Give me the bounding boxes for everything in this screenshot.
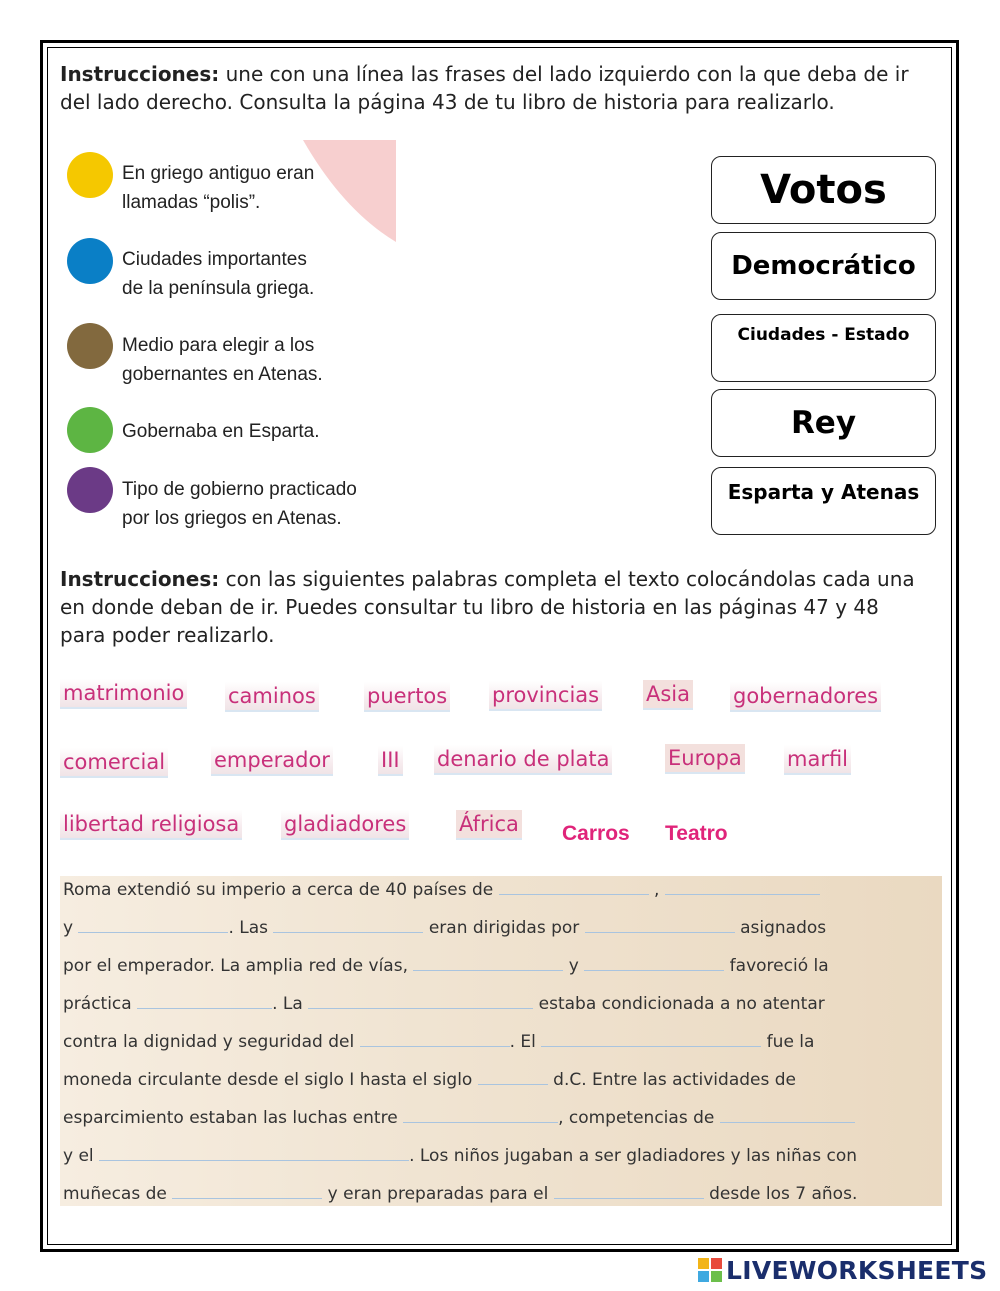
answer-box-esparta-y-atenas[interactable]: Esparta y Atenas [711,467,936,535]
word-europa[interactable]: Europa [665,744,745,774]
passage-line-3: por el emperador. La amplia red de vías, y favoreció la [63,956,829,976]
liveworksheets-logo[interactable] [698,1255,987,1285]
word-caminos[interactable]: caminos [225,682,319,712]
passage-line-1: Roma extendió su imperio a cerca de 40 países de , [63,880,820,900]
word-gladiadores[interactable]: gladiadores [281,810,409,840]
blank-1[interactable] [499,880,649,895]
word-carros[interactable]: Carros [562,822,630,845]
green-dot[interactable] [67,407,113,453]
word-matrimonio[interactable]: matrimonio [60,679,187,709]
word-provincias[interactable]: provincias [489,681,602,711]
blank-4[interactable] [273,918,423,933]
blank-16[interactable] [172,1184,322,1199]
blank-12[interactable] [478,1070,548,1085]
word-puertos[interactable]: puertos [364,682,450,712]
answer-box-democratico[interactable]: Democrático [711,232,936,300]
answer-box-rey[interactable]: Rey [711,389,936,457]
instructions-1-label: Instrucciones: [60,62,220,86]
answer-box-ciudades-estado[interactable]: Ciudades - Estado [711,314,936,382]
instructions-2-label: Instrucciones: [60,567,220,591]
liveworksheets-brand: LIVEWORKSHEETS [726,1255,988,1285]
instructions-2 [60,565,930,649]
word-denario-de-plata[interactable]: denario de plata [434,745,612,775]
word-africa[interactable]: África [456,810,522,840]
left-item-2: Ciudades importantes de la península griega. [122,249,315,299]
decorative-pink-triangle [303,140,396,242]
blank-6[interactable] [413,956,563,971]
instructions-2-text: con las siguientes palabras completa el texto colocándolas cada una en donde deban de ir. Puedes consultar tu libro de historia en las páginas 47 y 48 para poder realizarlo. [60,567,915,647]
instructions-1-text: une con una línea las frases del lado izquierdo con la que deba de ir del lado derecho. Consulta la página 43 de tu libro de historia para realizarlo. [60,62,909,114]
word-emperador[interactable]: emperador [211,746,333,776]
word-asia[interactable]: Asia [643,680,693,710]
brown-dot[interactable] [67,323,113,369]
blank-2[interactable] [665,880,820,895]
word-teatro[interactable]: Teatro [665,822,728,845]
word-iii[interactable]: III [378,746,403,776]
passage-line-8: y el . Los niños jugaban a ser gladiadores y las niñas con [63,1146,857,1166]
passage-line-6: moneda circulante desde el siglo I hasta el siglo d.C. Entre las actividades de [63,1070,796,1090]
blank-10[interactable] [360,1032,510,1047]
blank-15[interactable] [99,1146,409,1161]
blank-13[interactable] [403,1108,558,1123]
blank-3[interactable] [78,918,228,933]
purple-dot[interactable] [67,467,113,513]
blue-dot[interactable] [67,238,113,284]
instructions-1 [60,60,930,116]
left-item-5: Tipo de gobierno practicado por los griegos en Atenas. [122,479,357,529]
word-comercial[interactable]: comercial [60,748,168,778]
passage-line-9: muñecas de y eran preparadas para el desde los 7 años. [63,1184,858,1204]
passage-line-2: y . Las eran dirigidas por asignados [63,918,827,938]
left-item-4: Gobernaba en Esparta. [122,421,320,442]
word-marfil[interactable]: marfil [784,745,851,775]
blank-8[interactable] [137,994,272,1009]
blank-17[interactable] [554,1184,704,1199]
word-libertad-religiosa[interactable]: libertad religiosa [60,810,242,840]
blank-14[interactable] [720,1108,855,1123]
passage-line-4: práctica . La estaba condicionada a no atentar [63,994,825,1014]
passage-line-5: contra la dignidad y seguridad del . El fue la [63,1032,815,1052]
word-gobernadores[interactable]: gobernadores [730,682,881,712]
left-item-1: En griego antiguo eran llamadas “polis”. [122,163,315,213]
liveworksheets-icon [698,1258,722,1282]
answer-box-votos[interactable]: Votos [711,156,936,224]
blank-11[interactable] [541,1032,761,1047]
blank-7[interactable] [584,956,724,971]
left-item-3: Medio para elegir a los gobernantes en Atenas. [122,335,323,385]
blank-9[interactable] [308,994,533,1009]
yellow-dot[interactable] [67,152,113,198]
blank-5[interactable] [585,918,735,933]
passage-line-7: esparcimiento estaban las luchas entre , competencias de [63,1108,855,1128]
